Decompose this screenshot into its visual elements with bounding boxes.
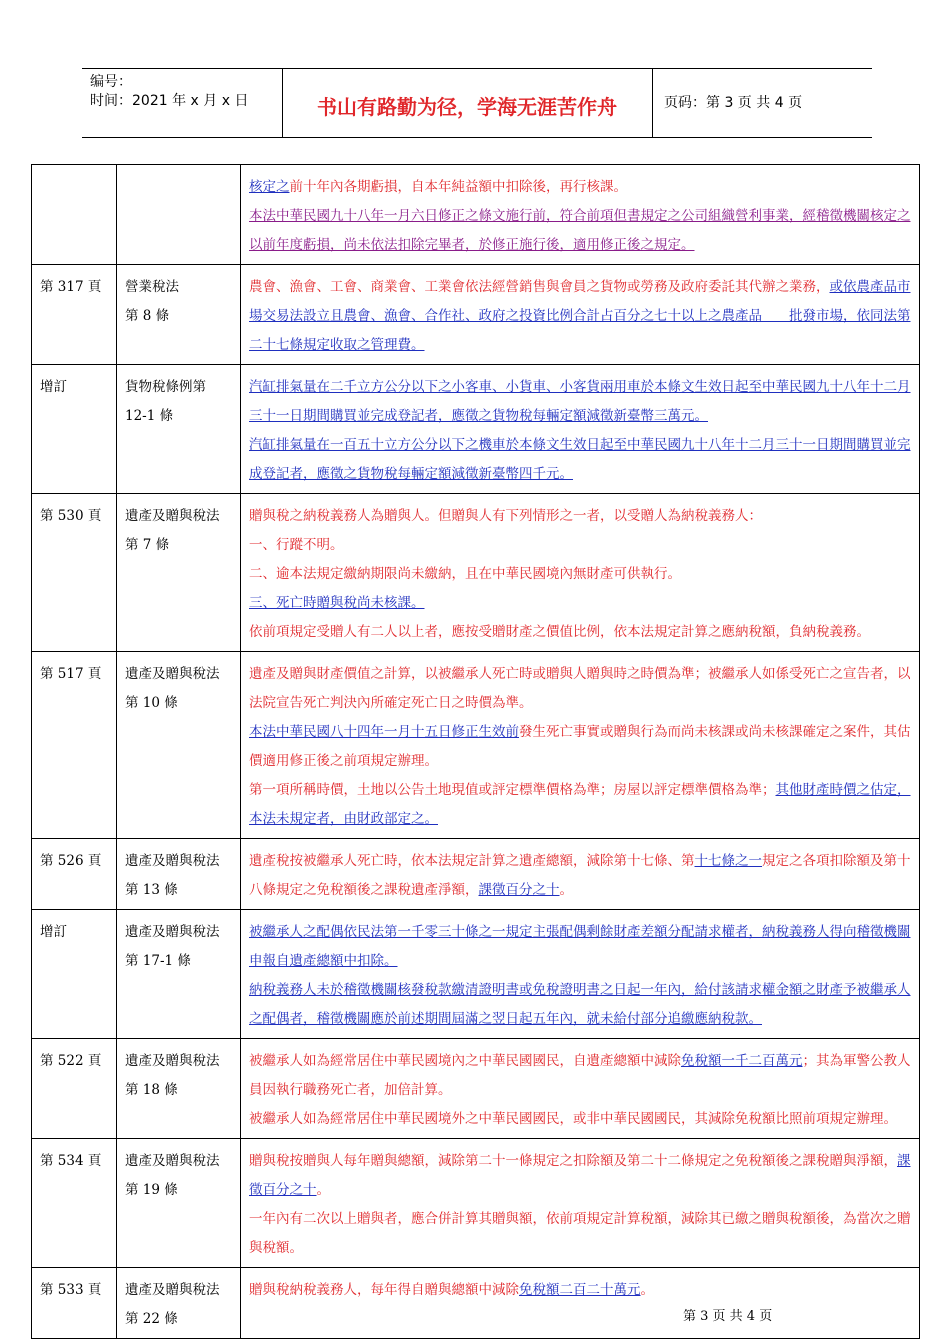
table-row xyxy=(32,494,920,652)
original-text-segment: 發生死亡事實或贈與行為而尚未核課或尚未核課確定之案件，其估價適用修正後之前項規定辦理。 xyxy=(249,724,911,769)
provision-paragraph xyxy=(249,502,912,531)
provision-text-cell xyxy=(241,165,920,265)
page-reference-cell xyxy=(32,910,117,1039)
table-row xyxy=(32,910,920,1039)
amended-text-segment: 本法中華民國九十八年一月六日修正之條文施行前，符合前項但書規定之公司組織營利事業，經稽徵機關核定之以前年度虧損，尚未依法扣除完畢者，於修正施行後，適用修正後之規定。 xyxy=(249,208,911,253)
law-name: 貨物稅條例第 xyxy=(125,379,206,395)
amended-text-segment: 本法中華民國八十四年一月十五日修正生效前 xyxy=(249,724,519,740)
table-row xyxy=(32,1268,920,1339)
page-reference-cell xyxy=(32,652,117,839)
original-text-segment: 第一項所稱時價，土地以公告土地現值或評定標準價格為準；房屋以評定標準價格為準； xyxy=(249,782,776,798)
amended-text-segment: 十七條之一 xyxy=(694,853,762,869)
header-motto-cell xyxy=(282,69,653,137)
law-article-cell xyxy=(117,1039,241,1139)
law-article-cell xyxy=(117,1268,241,1339)
page-reference: 增訂 xyxy=(40,379,67,395)
amended-text-segment: 免稅額一千二百萬元 xyxy=(681,1053,803,1069)
original-text-segment: 贈與稅按贈與人每年贈與總額，減除第二十一條規定之扣除額及第二十二條規定之免稅額後之課稅贈與淨額， xyxy=(249,1153,897,1169)
provision-paragraph xyxy=(249,918,912,976)
provision-text-cell xyxy=(241,365,920,494)
law-article-cell xyxy=(117,365,241,494)
amendments-table xyxy=(31,164,920,1339)
page-header xyxy=(82,68,872,138)
provision-text-cell xyxy=(241,1268,920,1339)
original-text-segment: 遺產及贈與財產價值之計算，以被繼承人死亡時或贈與人贈與時之時價為準；被繼承人如係受死亡之宣告者，以法院宣告死亡判決內所確定死亡日之時價為準。 xyxy=(249,666,911,711)
page-reference: 第 526 頁 xyxy=(40,853,102,869)
original-text-segment: 贈與稅納稅義務人，每年得自贈與總額中減除 xyxy=(249,1282,519,1298)
original-text-segment: 一、行蹤不明。 xyxy=(249,537,344,553)
provision-paragraph xyxy=(249,173,912,202)
amended-text-segment: 核定之 xyxy=(249,179,290,195)
law-article-cell xyxy=(117,1139,241,1268)
table-row xyxy=(32,652,920,839)
amended-text-segment: 三、死亡時贈與稅尚未核課。 xyxy=(249,595,425,611)
amended-text-segment: 被繼承人之配偶依民法第一千零三十條之一規定主張配偶剩餘財產差額分配請求權者，納稅義務人得向稽徵機關申報自遺產總額中扣除。 xyxy=(249,924,911,969)
law-article-cell xyxy=(117,265,241,365)
amended-text-segment: 課徵百分之十 xyxy=(478,882,560,898)
original-text-segment: 二、逾本法規定繳納期限尚未繳納，且在中華民國境內無財產可供執行。 xyxy=(249,566,681,582)
provision-paragraph xyxy=(249,1205,912,1263)
provision-paragraph xyxy=(249,976,912,1034)
provision-paragraph xyxy=(249,618,912,647)
page-reference: 增訂 xyxy=(40,924,67,940)
original-text-segment: 遺產稅按被繼承人死亡時，依本法規定計算之遺產總額，減除第十七條、第 xyxy=(249,853,695,869)
law-name: 遺產及贈與稅法 xyxy=(125,508,220,524)
table-row xyxy=(32,1139,920,1268)
page-reference-cell xyxy=(32,1268,117,1339)
amended-text-segment: 免稅額二百二十萬元 xyxy=(519,1282,641,1298)
law-name: 遺產及贈與稅法 xyxy=(125,924,220,940)
article-number: 第 10 條 xyxy=(125,695,178,711)
provision-paragraph xyxy=(249,202,912,260)
header-meta xyxy=(82,69,283,137)
amended-text-segment: 其他財產時價之估定，本法未規定者，由財政部定之。 xyxy=(249,782,911,827)
provision-paragraph xyxy=(249,531,912,560)
page-reference: 第 517 頁 xyxy=(40,666,102,682)
table-row xyxy=(32,165,920,265)
law-name: 遺產及贈與稅法 xyxy=(125,666,220,682)
amended-text-segment: 汽缸排氣量在一百五十立方公分以下之機車於本條文生效日起至中華民國九十八年十二月三十一日期間購買並完成登記者，應徵之貨物稅每輛定額減徵新臺幣四千元。 xyxy=(249,437,911,482)
original-text-segment: 前十年內各期虧損，自本年純益額中扣除後，再行核課。 xyxy=(289,179,627,195)
page-reference-cell xyxy=(32,265,117,365)
provision-paragraph xyxy=(249,373,912,431)
original-text-segment: 。 xyxy=(640,1282,654,1298)
header-page-info: 页码：第 3 页 共 4 页 xyxy=(664,95,803,111)
law-article-cell xyxy=(117,494,241,652)
provision-text-cell xyxy=(241,839,920,910)
page-reference: 第 534 頁 xyxy=(40,1153,102,1169)
header-page-cell xyxy=(652,69,872,137)
page-footer: 第 3 页 共 4 页 xyxy=(683,1309,773,1324)
page-reference-cell xyxy=(32,839,117,910)
law-name: 營業稅法 xyxy=(125,279,179,295)
table-row xyxy=(32,365,920,494)
amendments-table-body xyxy=(32,165,920,1339)
article-number: 12-1 條 xyxy=(125,408,174,424)
law-article-cell xyxy=(117,910,241,1039)
provision-paragraph xyxy=(249,847,912,905)
article-number: 第 8 條 xyxy=(125,308,170,324)
page-reference-cell xyxy=(32,365,117,494)
law-name: 遺產及贈與稅法 xyxy=(125,853,220,869)
header-motto: 书山有路勤为径，学海无涯苦作舟 xyxy=(317,95,617,119)
provision-paragraph xyxy=(249,1105,912,1134)
law-article-cell xyxy=(117,839,241,910)
original-text-segment: 一年內有二次以上贈與者，應合併計算其贈與額，依前項規定計算稅額，減除其已繳之贈與稅額後，為當次之贈與稅額。 xyxy=(249,1211,911,1256)
original-text-segment: 被繼承人如為經常居住中華民國境外之中華民國國民，或非中華民國國民，其減除免稅額比照前項規定辦理。 xyxy=(249,1111,897,1127)
provision-text-cell xyxy=(241,1139,920,1268)
law-name: 遺產及贈與稅法 xyxy=(125,1153,220,1169)
page-reference-cell xyxy=(32,1139,117,1268)
article-number: 第 17-1 條 xyxy=(125,953,191,969)
document-date: 时间：2021 年 x 月 x 日 xyxy=(90,93,249,109)
original-text-segment: 依前項規定受贈人有二人以上者，應按受贈財產之價值比例，依本法規定計算之應納稅額，負納稅義務。 xyxy=(249,624,870,640)
provision-paragraph xyxy=(249,1276,912,1305)
original-text-segment: 贈與稅之納稅義務人為贈與人。但贈與人有下列情形之一者，以受贈人為納稅義務人： xyxy=(249,508,762,524)
table-row xyxy=(32,1039,920,1139)
article-number: 第 13 條 xyxy=(125,882,178,898)
page-reference: 第 522 頁 xyxy=(40,1053,102,1069)
provision-text-cell xyxy=(241,494,920,652)
law-name: 遺產及贈與稅法 xyxy=(125,1053,220,1069)
article-number: 第 19 條 xyxy=(125,1182,178,1198)
provision-paragraph xyxy=(249,718,912,776)
original-text-segment: 。 xyxy=(559,882,573,898)
provision-paragraph xyxy=(249,273,912,360)
amended-text-segment: 或依農產品市場交易法設立且農會、漁會、合作社、政府之投資比例合計占百分之七十以上之農產品 批發市場，依同法第二十七條規定收取之管理費。 xyxy=(249,279,911,353)
law-article-cell xyxy=(117,165,241,265)
provision-text-cell xyxy=(241,265,920,365)
page-reference-cell xyxy=(32,494,117,652)
provision-text-cell xyxy=(241,1039,920,1139)
provision-paragraph xyxy=(249,1047,912,1105)
original-text-segment: 。 xyxy=(316,1182,330,1198)
article-number: 第 18 條 xyxy=(125,1082,178,1098)
article-number: 第 22 條 xyxy=(125,1311,178,1327)
page-reference: 第 530 頁 xyxy=(40,508,102,524)
provision-paragraph xyxy=(249,560,912,589)
page-reference: 第 317 頁 xyxy=(40,279,102,295)
provision-paragraph xyxy=(249,1147,912,1205)
original-text-segment: ；其為軍警公教人員因執行職務死亡者，加倍計算。 xyxy=(249,1053,911,1098)
amended-text-segment: 課徵百分之十 xyxy=(249,1153,911,1198)
page-reference-cell xyxy=(32,165,117,265)
provision-paragraph xyxy=(249,660,912,718)
original-text-segment: 農會、漁會、工會、商業會、工業會依法經營銷售與會員之貨物或勞務及政府委託其代辦之業務， xyxy=(249,279,830,295)
original-text-segment: 規定之各項扣除額及第十八條規定之免稅額後之課稅遺產淨額， xyxy=(249,853,911,898)
document-number-label: 编号： xyxy=(90,74,132,90)
page-reference-cell xyxy=(32,1039,117,1139)
original-text-segment: 被繼承人如為經常居住中華民國境內之中華民國國民，自遺產總額中減除 xyxy=(249,1053,681,1069)
provision-paragraph xyxy=(249,776,912,834)
provision-text-cell xyxy=(241,652,920,839)
article-number: 第 7 條 xyxy=(125,537,170,553)
amended-text-segment: 納稅義務人未於稽徵機關核發稅款繳清證明書或免稅證明書之日起一年內，給付該請求權金額之財產予被繼承人之配偶者，稽徵機關應於前述期間屆滿之翌日起五年內，就未給付部分追繳應納稅款。 xyxy=(249,982,911,1027)
law-article-cell xyxy=(117,652,241,839)
page-reference: 第 533 頁 xyxy=(40,1282,102,1298)
table-row xyxy=(32,839,920,910)
amended-text-segment: 汽缸排氣量在二千立方公分以下之小客車、小貨車、小客貨兩用車於本條文生效日起至中華民國九十八年十二月三十一日期間購買並完成登記者，應徵之貨物稅每輛定額減徵新臺幣三萬元。 xyxy=(249,379,911,424)
law-name: 遺產及贈與稅法 xyxy=(125,1282,220,1298)
provision-paragraph xyxy=(249,431,912,489)
provision-text-cell xyxy=(241,910,920,1039)
provision-paragraph xyxy=(249,589,912,618)
table-row xyxy=(32,265,920,365)
